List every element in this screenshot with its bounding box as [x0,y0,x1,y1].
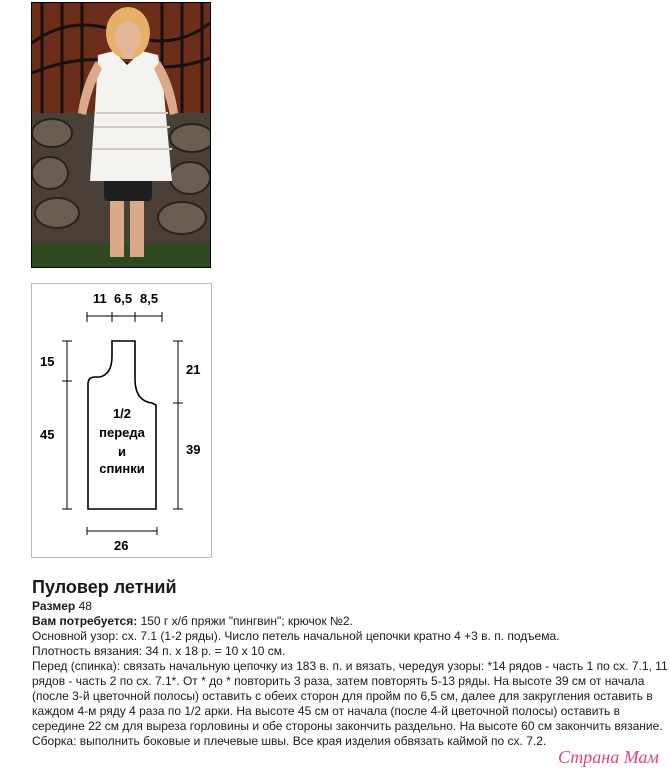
height-armhole-label: 21 [186,362,201,377]
schematic-drawing [32,284,211,557]
height-body-right-label: 39 [186,442,201,457]
model-photo-illustration [32,3,210,267]
model-photo [31,2,211,268]
article-title: Пуловер летний [32,577,177,597]
bottom-width-label: 26 [114,538,129,553]
width-shoulder-label: 6,5 [114,291,133,306]
piece-label-fraction: 1/2 [112,406,132,421]
height-neck-label: 15 [40,354,55,369]
width-neck-label: 11 [93,291,107,306]
front-instructions: Перед (спинка): связать начальную цепочку из 183 в. п. и вязать, чередуя узоры: *14 рядов - часть 1 по сх. 7.1, 11 рядов - часть 2 по сх. 7.1*. От * до * повторить 3 раза, затем повторять 5-13 ряды. На высоте 39 см от начала (после 3-й цветочной полосы) оставить с обеих сторон для пройм по 6,5 см, далее для закругления оставить в каждом 4-м ряду 4 раза по 1/2 арки. На высоте 45 см от начала (после 4-й цветочной полосы) оставить в середине 22 см для выреза горловины и обе стороны закончить раздельно. На высоте 60 см закончить вязание. [32,659,668,733]
density-line: Плотность вязания: 34 п. х 18 р. = 10 х 10 см. [32,644,286,658]
site-watermark: Страна Мам [558,747,659,767]
width-armhole-label: 8,5 [140,291,159,306]
materials-label: Вам потребуется: [32,614,138,628]
size-line [32,599,668,614]
pattern-schematic [31,283,212,558]
size-label: Размер [32,599,76,613]
main-pattern-line: Основной узор: сх. 7.1 (1-2 ряды). Число петель начальной цепочки кратно 4 +3 в. п. подъема. [32,629,560,643]
piece-label-back: спинки [99,461,145,476]
size-value: 48 [78,599,92,613]
piece-label-and: и [118,444,126,459]
piece-label-front: переда [99,425,145,440]
height-body-left-label: 45 [40,427,55,442]
pattern-description [32,576,668,749]
materials-line [32,614,668,629]
assembly-instructions: Сборка: выполнить боковые и плечевые швы. Все края изделия обвязать каймой по сх. 7.2. [32,734,547,748]
materials-value: 150 г х/б пряжи "пингвин"; крючок №2. [140,614,353,628]
